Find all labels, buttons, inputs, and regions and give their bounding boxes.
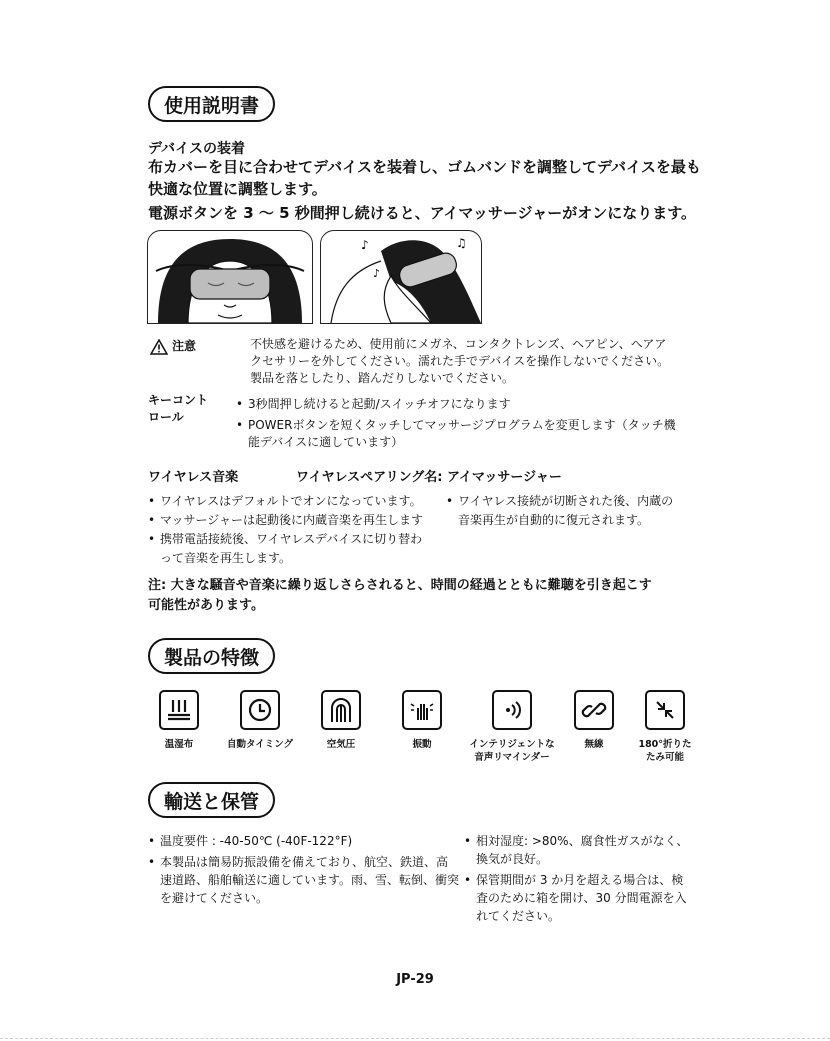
link-glyph (580, 696, 608, 724)
fold-glyph (651, 696, 679, 724)
timer-glyph (246, 696, 274, 724)
section-title-text: 使用説明書 (164, 95, 260, 117)
air-pressure-icon (321, 690, 361, 730)
note-line: 注: 大きな騒音や音楽に繰り返しさらされると、時間の経過とともに難聴を引き起こす (148, 578, 652, 593)
instruction-line-2: 快適な位置に調整します。 (148, 180, 327, 198)
instruction-line-1: 布カバーを目に合わせてデバイスを装着し、ゴムバンドを調整してデバイスを最も (148, 158, 701, 176)
caution-line: 製品を落としたり、踏んだりしないでください。 (250, 371, 515, 385)
list-item (148, 853, 468, 907)
air-pressure-glyph (327, 696, 355, 724)
hearing-warning-note (148, 576, 652, 616)
page-bottom-divider (0, 1038, 830, 1039)
woman-relaxing-with-mask-image (321, 231, 481, 323)
illustration-front-view (147, 230, 313, 324)
section-title-features (148, 638, 275, 674)
svg-text:♪: ♪ (361, 238, 369, 252)
key-control-label (148, 392, 208, 426)
list-item (464, 871, 704, 925)
list-item-line: • 保管期間が 3 か月を超える場合は、検 (476, 873, 684, 887)
heat-cloth-icon (159, 690, 199, 730)
list-item-line: を避けてください。 (160, 891, 269, 905)
wireless-link-icon (574, 690, 614, 730)
caution-line: 不快感を避けるため、使用前にメガネ、コンタクトレンズ、ヘアピン、ヘアア (250, 337, 667, 351)
caution-label (150, 338, 196, 355)
key-control-list (236, 396, 706, 451)
list-item: • マッサージャーは起動後に内蔵音楽を再生します (148, 511, 448, 530)
timer-icon (240, 690, 280, 730)
transport-list-left (148, 832, 468, 907)
wireless-music-label: ワイヤレス音楽 (148, 470, 239, 485)
instruction-line-3: 電源ボタンを 3 ～ 5 秒間押し続けると、アイマッサージャーがオンになります。 (148, 204, 697, 222)
warning-icon (150, 339, 168, 355)
list-item-line: • 携帯電話接続後、ワイヤレスデバイスに切り替わ (160, 532, 423, 546)
list-item-line: 音楽再生が自動的に復元されます。 (458, 513, 650, 527)
subtitle-wearing: デバイスの装着 (148, 141, 246, 157)
key-control-label-line: キーコント (148, 393, 209, 407)
list-item-line: 速道路、船舶輸送に適しています。雨、雪、転倒、衝突 (160, 873, 460, 887)
section-title-text: 製品の特徴 (164, 647, 260, 669)
transport-list-right (464, 832, 704, 925)
list-item (464, 832, 704, 868)
note-line: 可能性があります。 (148, 598, 264, 613)
voice-reminder-glyph (498, 696, 526, 724)
list-item: • ワイヤレスはデフォルトでオンになっています。 (148, 492, 448, 511)
caution-text (250, 336, 669, 387)
heat-cloth-glyph (165, 696, 193, 724)
wireless-list-right (446, 492, 706, 530)
voice-reminder-icon (492, 690, 532, 730)
list-item-line: 能デバイスに適しています） (248, 435, 404, 449)
list-item-line: • 本製品は簡易防振設備を備えており、航空、鉄道、高 (160, 855, 449, 869)
feature-label-timer: 自動タイミング (226, 739, 294, 750)
svg-text:♫: ♫ (456, 236, 467, 250)
list-item-line: 換気が良好。 (476, 852, 549, 866)
vibration-glyph (408, 696, 436, 724)
feature-label-fold (610, 738, 720, 764)
feature-label-heat-cloth: 温湿布 (164, 739, 194, 750)
list-item: • 温度要件 : -40-50℃ (-40F-122°F) (148, 832, 468, 850)
list-item-line: • ワイヤレス接続が切断された後、内蔵の (458, 494, 674, 508)
list-item-line: れてください。 (476, 909, 561, 923)
illustration-side-view (320, 230, 482, 324)
list-item-line: 査のために箱を開け、30 分間電源を入 (476, 891, 687, 905)
caution-line: クセサリーを外してください。濡れた手でデバイスを操作しないでください。 (250, 354, 670, 368)
feature-label-line: インテリジェントな (469, 739, 555, 750)
section-title-text: 輸送と保管 (164, 791, 260, 813)
woman-wearing-mask-front-image (148, 231, 312, 323)
wireless-pairing-name: ワイヤレスペアリング名: アイマッサージャー (296, 470, 562, 485)
list-item-line: • 相対湿度: >80%、腐食性ガスがなく、 (476, 834, 689, 848)
key-control-label-line: ロール (148, 410, 184, 424)
list-item (236, 417, 706, 451)
section-title-transport (148, 782, 275, 818)
caution-label-text: 注意 (172, 339, 197, 353)
section-title-instructions (148, 86, 275, 122)
feature-label-line: 180°折りた (638, 739, 692, 750)
list-item-line: って音楽を再生します。 (160, 551, 292, 565)
page-number: JP-29 (396, 972, 434, 987)
feature-label-wireless: 無線 (584, 739, 604, 750)
feature-label-line: 音声リマインダー (474, 752, 550, 763)
feature-label-line: たみ可能 (645, 752, 684, 763)
svg-text:♪: ♪ (373, 267, 381, 280)
feature-label-vibration: 振動 (412, 739, 432, 750)
list-item-line: • POWERボタンを短くタッチしてマッサージプログラムを変更します（タッチ機 (248, 418, 676, 432)
list-item (446, 492, 706, 530)
wireless-list-left (148, 492, 448, 568)
fold-icon (645, 690, 685, 730)
list-item (148, 530, 448, 568)
vibration-icon (402, 690, 442, 730)
list-item: • 3秒間押し続けると起動/スイッチオフになります (236, 396, 706, 413)
feature-label-air-pressure: 空気圧 (326, 739, 356, 750)
